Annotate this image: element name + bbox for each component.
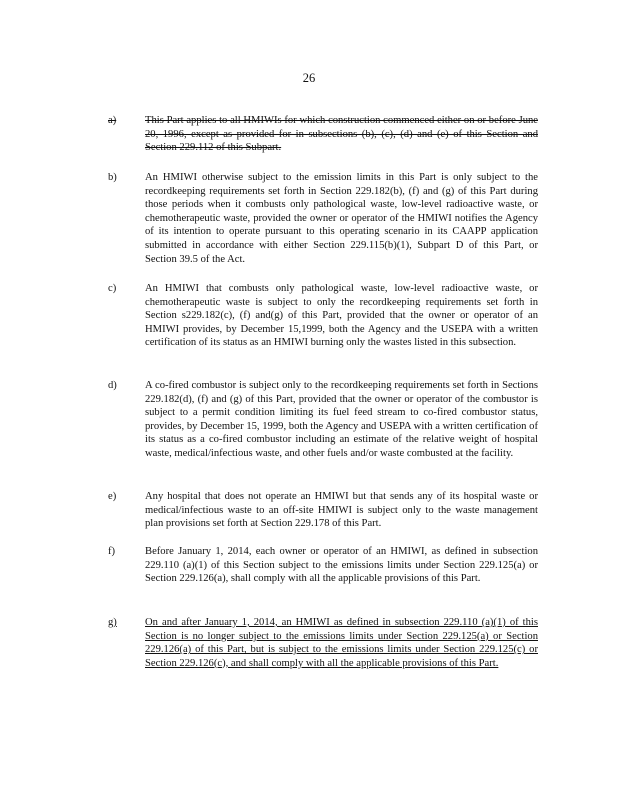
subsection-label: g) [108,617,117,628]
subsection-text: Before January 1, 2014, each owner or operator of an HMIWI, as defined in subsection 229.110 (a)(1) of this Section subject to the emissions limits under Section 229.125(a) or Section 229.126(a), shall comply with all the applicable provisions of this Part. [145,546,538,585]
subsection-text: An HMIWI that combusts only pathological waste, low-level radioactive waste, or chemotherapeutic waste is subject to only the recordkeeping requirements set forth in Section s229.182(c), (f) and(g) of this Part, provided that the owner or operator of an HMIWI provides, by December 15,1999, both the Agency and the USEPA with a written certification of its status as an HMIWI burning only the wastes listed in this subsection. [145,283,538,349]
subsection-label: e) [108,491,117,502]
page-number: 26 [302,71,316,85]
subsection-text: A co-fired combustor is subject only to the recordkeeping requirements set forth in Sections 229.182(d), (f) and (g) of this Part, provided that the owner or operator of the combustor is subject to a permit condition limiting its fuel feed stream to co-fired combustor status, provides, by December 15, 1999, both the Agency and USEPA with a written certification of its status as a co-fired combustor including an estimate of the relative weight of hospital waste, medical/infectious waste, and other fuels and/or waste combusted at the facility. [145,380,538,459]
subsection-text: Any hospital that does not operate an HMIWI but that sends any of its hospital waste or medical/infectious waste to an off-site HMIWI is subject only to the waste management plan provisions set forth at Section 229.178 of this Part. [145,491,538,530]
subsection-label: f) [108,546,116,557]
subsection-label: a) [108,115,117,126]
subsection-text: An HMIWI otherwise subject to the emission limits in this Part is only subject to the recordkeeping requirements set forth in Section 229.182(b), (f) and (g) of this Part during those periods when it combusts only pathological waste, low-level radioactive waste, or chemotherapeutic waste, provided the owner or operator of the HMIWI notifies the Agency of its intention to operate pursuant to this operating scenario in its CAAPP application submitted in accordance with either Section 229.115(b)(1), Subpart D of this Part, or Section 39.5 of the Act. [145,172,538,265]
subsection-label: c) [108,283,117,294]
subsection-label: b) [108,172,117,183]
subsection-label: d) [108,380,117,391]
subsection-text: On and after January 1, 2014, an HMIWI as defined in subsection 229.110 (a)(1) of this Section is no longer subject to the emissions limits under Section 229.125(a) or Section 229.126(a) of this Part, but is subject to the emissions limits under Section 229.125(c) or Section 229.126(c), and shall comply with all the applicable provisions of this Part. [145,617,538,669]
subsection-text: This Part applies to all HMIWIs for which construction commenced either on or before June 20, 1996, except as provided for in subsections (b), (c), (d) and (e) of this Section and Section 229.112 of this Subpart. [145,115,538,154]
